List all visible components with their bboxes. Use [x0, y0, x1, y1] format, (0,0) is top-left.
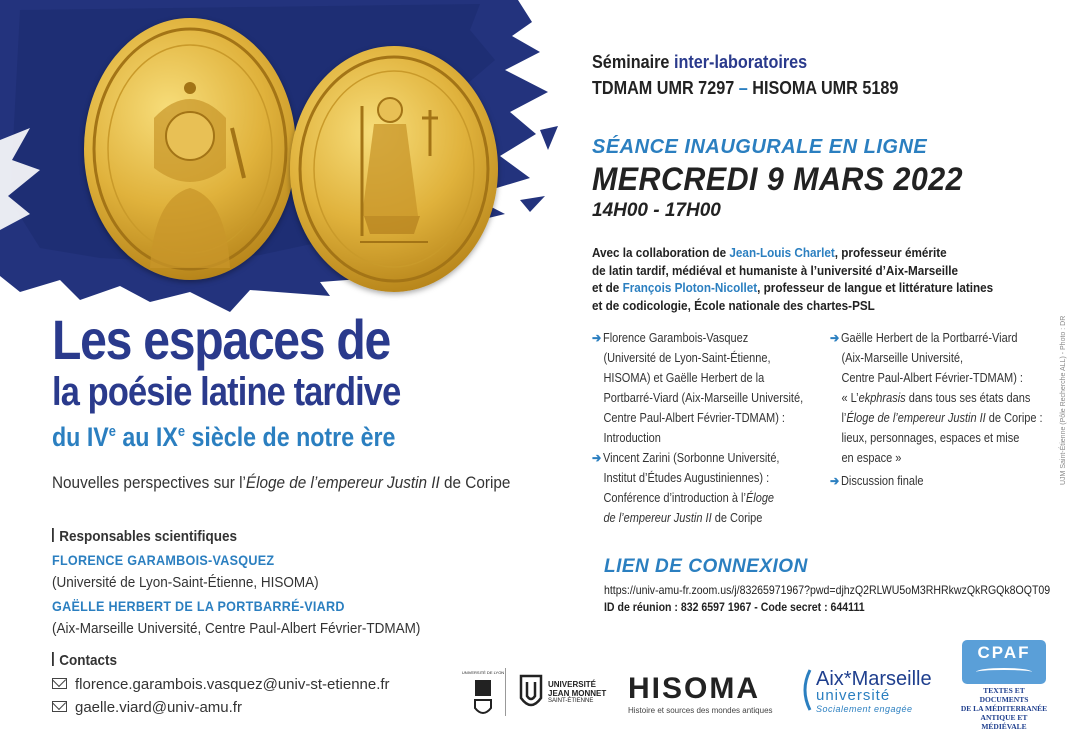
meeting-id: ID de réunion : 832 6597 1967 - Code secret : 644111 — [604, 600, 865, 614]
responsable-name: GAËLLE HERBERT DE LA PORTBARRÉ-VIARD — [52, 598, 345, 614]
subtitle: Nouvelles perspectives sur l’Éloge de l’empereur Justin II de Coripe — [52, 473, 511, 492]
program-item: ➔ Vincent Zarini (Sorbonne Université, Institut d’Études Augustiniennes) : Conférence d’introduction à l’Éloge de l’empereur Justin II de Coripe — [592, 451, 780, 525]
arrow-right-icon: ➔ — [592, 451, 602, 465]
title-line-2: la poésie latine tardive — [52, 370, 401, 414]
arrow-right-icon: ➔ — [830, 474, 840, 488]
coin-reverse-relief — [290, 46, 498, 292]
title-line-1: Les espaces de — [52, 308, 391, 371]
arrow-right-icon: ➔ — [592, 331, 602, 345]
zoom-link[interactable]: https://univ-amu-fr.zoom.us/j/83265971967?pwd=djhzQ2RLWU5oM3RHRkwzQkRGQk8OQT09 — [604, 583, 1051, 597]
collaboration-text: Avec la collaboration de Jean-Louis Charlet, professeur émérite de latin tardif, médiéval et humaniste à l’université d’Aix-Marseille et de François Ploton-Nicollet, professeur de langue et littérature latines et de codicologie, École nationale des chartes-PSL — [592, 245, 994, 313]
contact-email[interactable]: florence.garambois.vasquez@univ-st-etienne.fr — [52, 676, 390, 693]
responsable-affiliation: (Aix-Marseille Université, Centre Paul-Albert Février-TDMAM) — [52, 620, 421, 637]
photo-credit: UJM Saint-Étienne (Pôle Recherche ALL) - Photo : DR — [1060, 315, 1067, 485]
envelope-icon — [52, 678, 67, 689]
coin-obverse — [84, 18, 296, 280]
logo-aix-marseille-universite: Aix*Marseille université Socialement engagée — [798, 668, 932, 714]
envelope-icon — [52, 701, 67, 712]
event-date: MERCREDI 9 MARS 2022 — [592, 161, 964, 197]
logo-divider — [505, 668, 506, 716]
event-time: 14H00 - 17H00 — [592, 200, 721, 221]
logo-cpaf: CPAF TEXTES ET DOCUMENTS DE LA MÉDITERRANÉE ANTIQUE ET MÉDIÉVALE — [962, 640, 1049, 731]
seminar-labs: TDMAM UMR 7297 – HISOMA UMR 5189 — [592, 78, 899, 98]
coin-reverse — [290, 46, 498, 292]
coin-obverse-relief — [84, 18, 296, 280]
amu-bracket-icon — [798, 668, 812, 712]
contacts-heading: Contacts — [52, 652, 117, 669]
program-item: ➔ Florence Garambois-Vasquez (Université de Lyon-Saint-Étienne, HISOMA) et Gaëlle Herbert de la Portbarré-Viard (Aix-Marseille Université, Centre Paul-Albert Février-TDMAM) : Introduction — [592, 331, 804, 445]
logo-hisoma: HISOMA Histoire et sources des mondes antiques — [628, 672, 773, 715]
seminar-type: Séminaire inter-laboratoires — [592, 52, 808, 72]
connexion-heading: LIEN DE CONNEXION — [604, 556, 808, 577]
logo-ujm: UNIVERSITÉ JEAN MONNET SAINT-ÉTIENNE — [518, 672, 606, 712]
svg-text:UNIVERSITÉ DE LYON: UNIVERSITÉ DE LYON — [461, 670, 505, 675]
seance-label: SÉANCE INAUGURALE EN LIGNE — [592, 136, 928, 158]
ujm-emblem-icon — [518, 672, 544, 712]
header-illustration — [0, 0, 560, 320]
responsables-heading: Responsables scientifiques — [52, 528, 237, 545]
lion-crest-icon — [461, 668, 505, 718]
responsable-affiliation: (Université de Lyon-Saint-Étienne, HISOMA) — [52, 574, 319, 591]
responsable-name: FLORENCE GARAMBOIS-VASQUEZ — [52, 552, 275, 568]
title-line-3: du IVe au IXe siècle de notre ère — [52, 422, 396, 452]
program-item: ➔ Discussion finale — [830, 474, 924, 488]
contact-email[interactable]: gaelle.viard@univ-amu.fr — [52, 699, 242, 716]
program-item: ➔ Gaëlle Herbert de la Portbarré-Viard (Aix-Marseille Université, Centre Paul-Albert Février-TDMAM) : « L’ekphrasis dans tous ses états dans l’Éloge de l’empereur Justin II de Coripe : lieux, personnages, espaces et mise en espace » — [830, 331, 1043, 465]
logo-universite-de-lyon — [461, 668, 505, 718]
arrow-right-icon: ➔ — [830, 331, 840, 345]
